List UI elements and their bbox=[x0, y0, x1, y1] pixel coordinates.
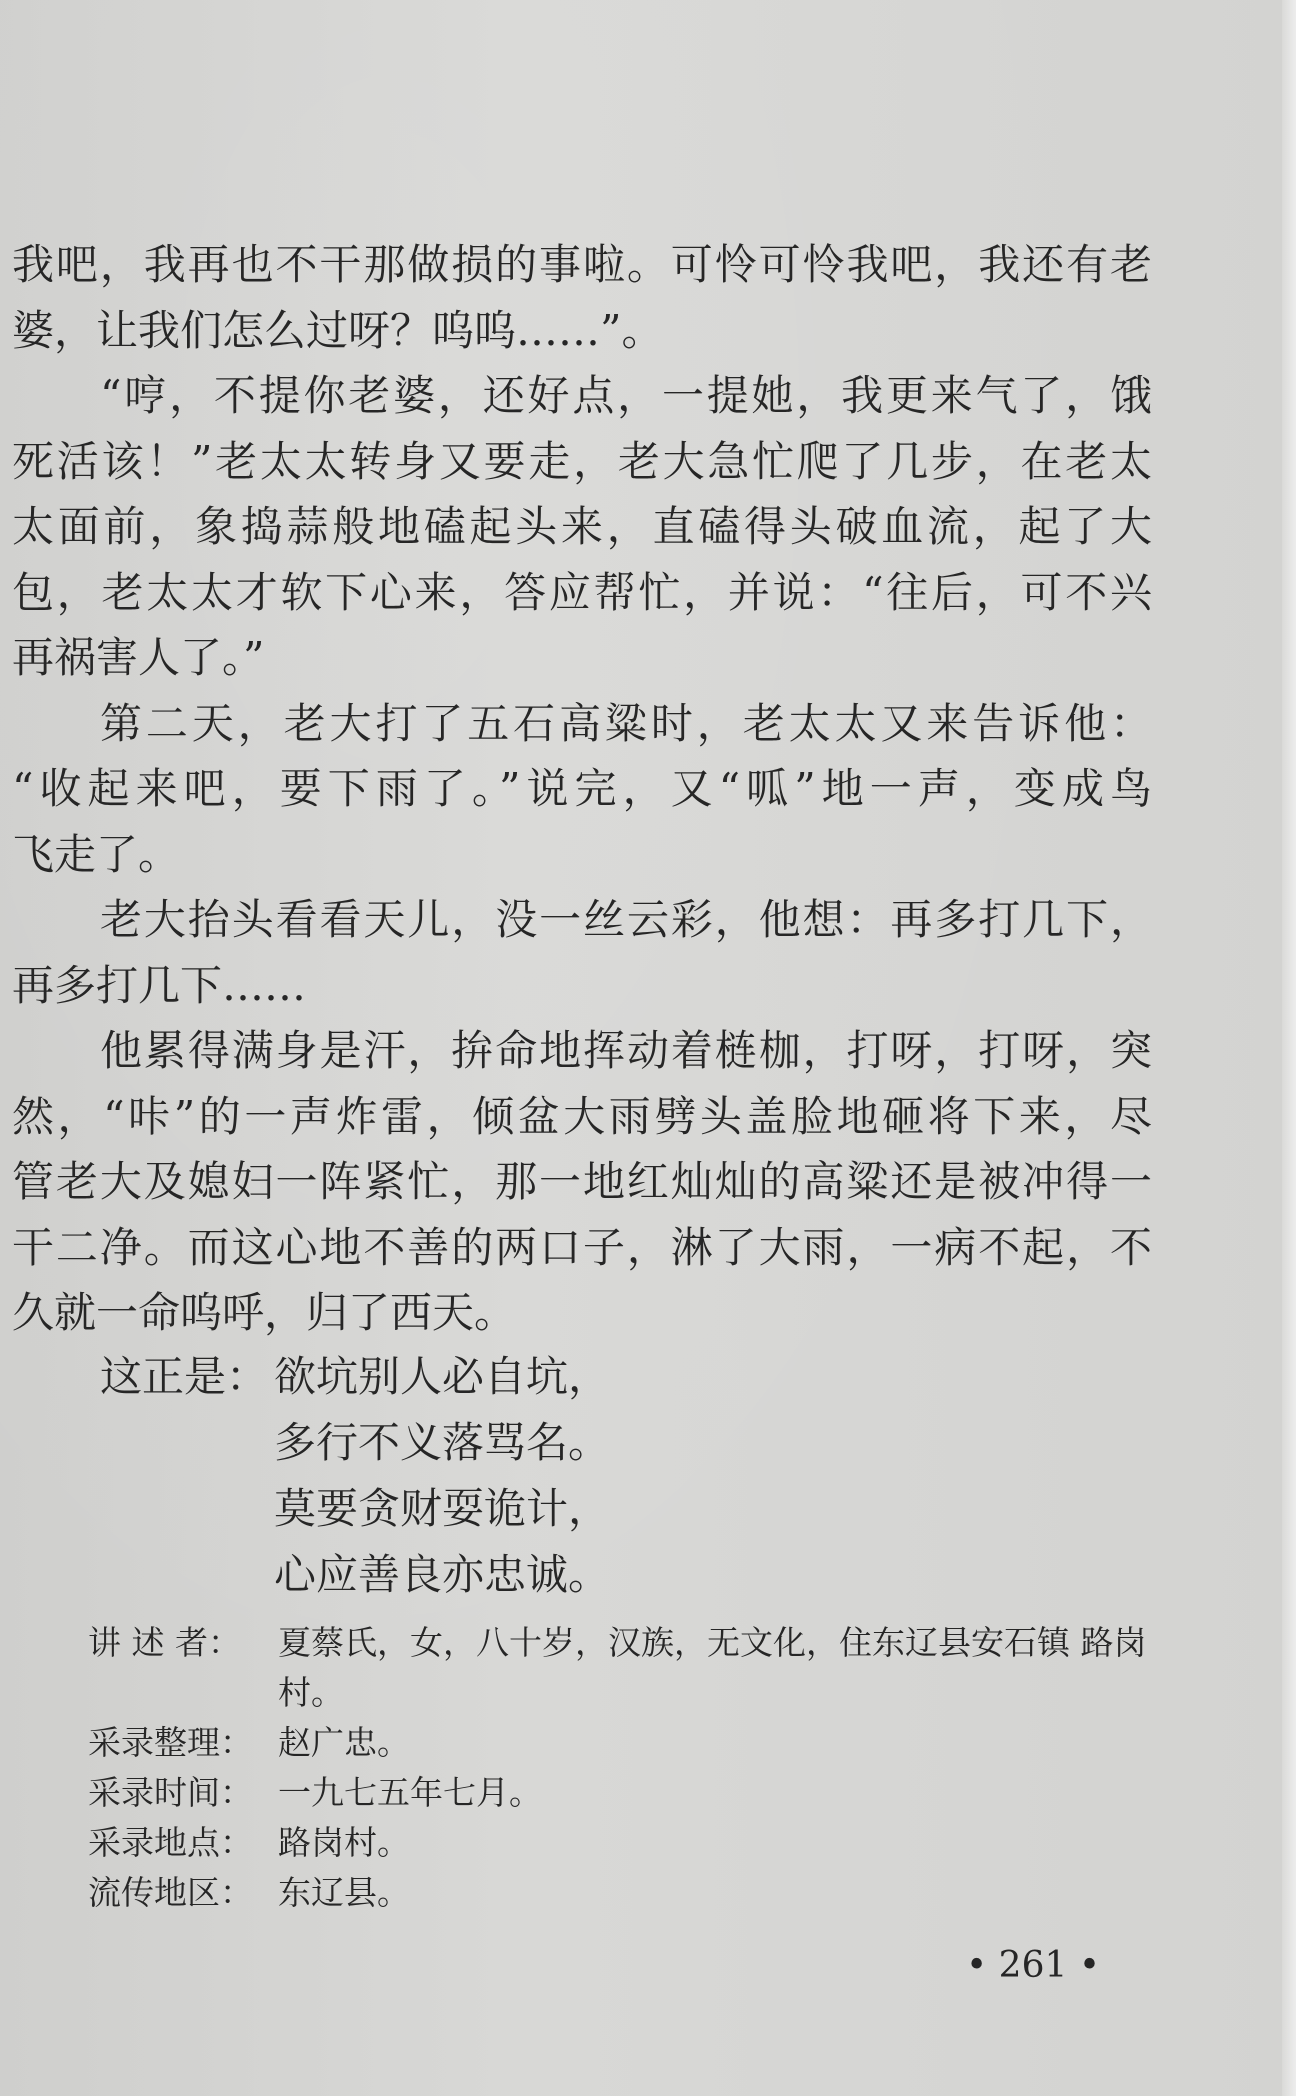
meta-label: 采录整理： bbox=[88, 1723, 253, 1762]
meta-value: 路岗村。 bbox=[278, 1823, 410, 1862]
meta-label: 讲 述 者： bbox=[88, 1623, 241, 1662]
text-line: 婆，让我们怎么过呀？呜呜……”。 bbox=[12, 305, 664, 355]
poem-verse: 欲坑别人必自坑， bbox=[274, 1352, 611, 1401]
poem-verse: 多行不义落骂名。 bbox=[274, 1418, 611, 1467]
meta-value: 夏蔡氏，女，八十岁，汉族，无文化，住东辽县安石镇 路岗村。 bbox=[278, 1623, 1147, 1712]
text-line: 第二天，老大打了五石高粱时，老太太又来告诉他： bbox=[100, 698, 1152, 748]
meta-value: 东辽县。 bbox=[278, 1873, 410, 1912]
text-line: 再多打几下…… bbox=[12, 960, 307, 1010]
text-line: 再祸害人了。” bbox=[12, 633, 265, 682]
poem-line bbox=[100, 1344, 800, 1410]
meta-label: 流传地区： bbox=[88, 1873, 253, 1912]
text-line: 久就一命呜呼，归了西天。 bbox=[12, 1288, 517, 1337]
meta-row-place bbox=[88, 1818, 1168, 1868]
poem-verse: 莫要贪财耍诡计， bbox=[274, 1484, 611, 1533]
text-line: 飞走了。 bbox=[12, 829, 181, 879]
poem-line bbox=[100, 1476, 800, 1542]
meta-row-region bbox=[88, 1868, 1168, 1918]
text-line: 包，老太太才软下心来，答应帮忙，并说：“往后，可不兴 bbox=[12, 567, 1152, 617]
poem-verse: 心应善良亦忠诚。 bbox=[274, 1550, 611, 1599]
poem-line bbox=[100, 1542, 800, 1608]
story-text bbox=[12, 232, 1152, 1346]
page-edge-shadow bbox=[1282, 0, 1296, 2096]
text-line: “收起来吧，要下雨了。”说完，又“呱”地一声，变成鸟 bbox=[12, 764, 1152, 813]
meta-value: 一九七五年七月。 bbox=[278, 1773, 542, 1812]
text-line: 老大抬头看看天儿，没一丝云彩，他想：再多打几下， bbox=[100, 895, 1152, 944]
collection-notes bbox=[88, 1618, 1168, 1918]
text-line: 死活该！”老太太转身又要走，老大急忙爬了几步，在老太 bbox=[12, 436, 1152, 486]
closing-poem bbox=[100, 1344, 800, 1608]
meta-value: 赵广忠。 bbox=[278, 1723, 410, 1762]
text-line: 干二净。而这心地不善的两口子，淋了大雨，一病不起，不 bbox=[12, 1222, 1152, 1272]
poem-lead: 这正是： bbox=[100, 1352, 269, 1401]
meta-row-recorder bbox=[88, 1718, 1168, 1768]
meta-label: 采录时间： bbox=[88, 1773, 253, 1812]
poem-line bbox=[100, 1410, 800, 1476]
text-line: 太面前，象捣蒜般地磕起头来，直磕得头破血流，起了大 bbox=[12, 502, 1152, 551]
text-line: 然，“咔”的一声炸雷，倾盆大雨劈头盖脸地砸将下来，尽 bbox=[12, 1091, 1152, 1141]
meta-row-date bbox=[88, 1768, 1168, 1818]
page-number: • 261 • bbox=[966, 1945, 1101, 1986]
text-line: 管老大及媳妇一阵紧忙，那一地红灿灿的高粱还是被冲得一 bbox=[12, 1157, 1152, 1206]
meta-row-narrator bbox=[88, 1618, 1168, 1718]
text-line: 我吧，我再也不干那做损的事啦。可怜可怜我吧，我还有老 bbox=[12, 240, 1152, 289]
text-line: “哼，不提你老婆，还好点，一提她，我更来气了，饿 bbox=[100, 371, 1152, 420]
text-line: 他累得满身是汗，拚命地挥动着梿枷，打呀，打呀，突 bbox=[100, 1026, 1152, 1075]
meta-label: 采录地点： bbox=[88, 1823, 253, 1862]
